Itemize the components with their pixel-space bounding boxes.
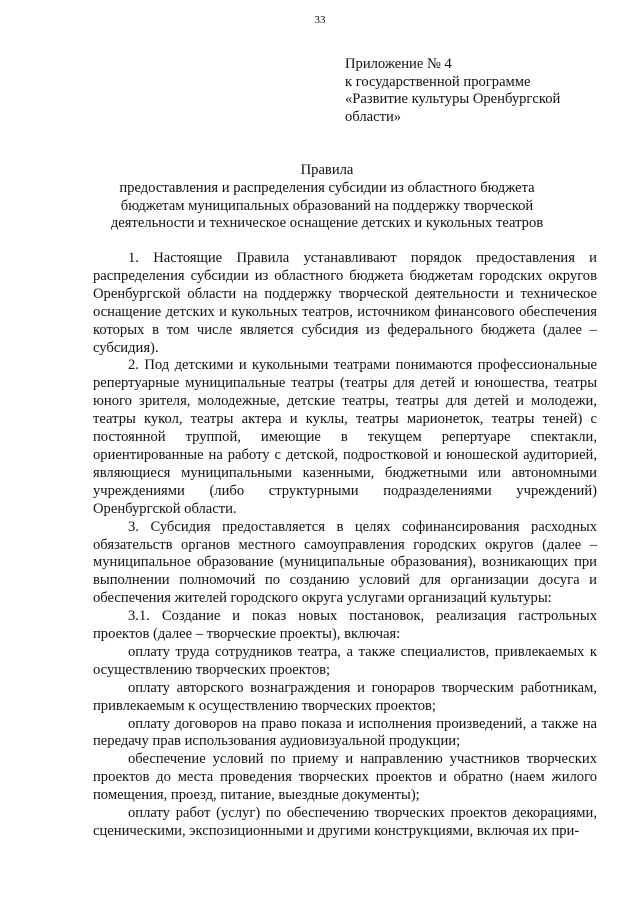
title-line: бюджетам муниципальных образований на поддержку творческой: [120, 197, 534, 214]
paragraph: 1. Настоящие Правила устанавливают порядок предоставления и распределения субсидии из областного бюджета бюджетам городских округов Оренбургской области на поддержку творческой деятельности и техническое оснащение детских и кукольных театров, источником финансового обеспечения которых в том числе является субсидия из федерального бюджета (далее – субсидия).: [93, 250, 597, 356]
appendix-line: «Развитие культуры Оренбургской: [345, 91, 561, 107]
paragraph: обеспечение условий по приему и направлению участников творческих проектов до места проведения творческих проектов и обратно (наем жилого помещения, проезд, питание, выездные документы);: [93, 751, 597, 804]
appendix-reference: [345, 56, 625, 126]
paragraph: оплату авторского вознаграждения и гонораров творческим работникам, привлекаемым к осуществлению творческих проектов;: [93, 679, 597, 714]
paragraph: оплату работ (услуг) по обеспечению творческих проектов декорациями, сценическими, экспозиционными и другими конструкциями, включая их при-: [93, 805, 597, 839]
paragraph: 2. Под детскими и кукольными театрами понимаются профессиональные репертуарные муниципальные театры (театры для детей и юношества, театры юного зрителя, молодежные, детские театры, театры для детей и молодежи, театры кукол, театры актера и куклы, театры марионеток, театры теней) с постоянной труппой, имеющие в текущем репертуаре спектакли, ориентированные на работу с детской, подростковой и юношеской аудиторией, являющиеся муниципальными казенными, бюджетными или автономными учреждениями (либо структурными подразделениями учреждений) Оренбургской области.: [93, 357, 597, 517]
paragraph: 3. Субсидия предоставляется в целях софинансирования расходных обязательств органов местного самоуправления городских округов (далее – муниципальное образование (муниципальные образования), возникающих при выполнении полномочий по созданию условий для организации досуга и обеспечения жителей городского округа услугами организаций культуры:: [93, 518, 597, 607]
title-line: деятельности и техническое оснащение детских и кукольных театров: [110, 215, 544, 232]
title-line: Правила: [300, 162, 354, 178]
paragraph: оплату труда сотрудников театра, а также специалистов, привлекаемых к осуществлению творческих проектов;: [93, 643, 597, 678]
page-number: 33: [314, 14, 326, 26]
document-body: [93, 250, 597, 841]
title-line: предоставления и распределения субсидии из областного бюджета: [119, 179, 535, 196]
paragraph: оплату договоров на право показа и исполнения произведений, а также на передачу прав использования аудиовизуальной продукции;: [93, 715, 597, 750]
appendix-line: Приложение № 4: [345, 56, 452, 72]
appendix-line: к государственной программе: [345, 73, 531, 90]
appendix-line: области»: [345, 108, 402, 125]
paragraph: 3.1. Создание и показ новых постановок, реализация гастрольных проектов (далее – творческие проекты), включая:: [93, 608, 597, 643]
document-title: [96, 162, 558, 233]
